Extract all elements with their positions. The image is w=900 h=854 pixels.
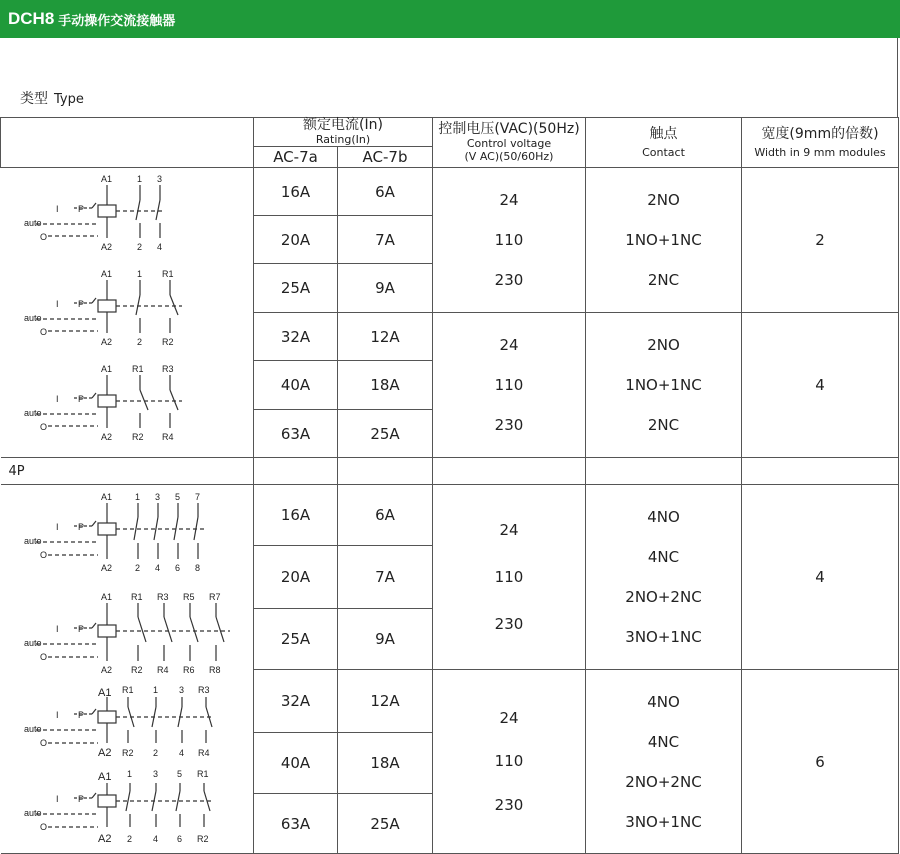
diagram-label: A2 — [100, 563, 112, 573]
diagram-label: P — [77, 522, 84, 532]
contact-header — [586, 118, 742, 168]
diagram-label: P — [77, 794, 84, 804]
contact-cell — [586, 313, 742, 458]
width-header — [742, 118, 899, 168]
contact-value: 3NO+1NC — [625, 628, 702, 646]
diagram-label: R1 — [130, 592, 143, 602]
ac7a-value: 25A — [254, 264, 338, 313]
voltage-cell — [433, 670, 586, 854]
diagram-label: R2 — [131, 432, 144, 442]
empty-cell — [433, 458, 586, 485]
diagram-label: 2 — [152, 748, 158, 758]
ac7b-value: 12A — [338, 670, 433, 733]
contact-value: 4NC — [647, 548, 680, 566]
rating-header-en: Rating(In) — [315, 133, 371, 146]
diagram-label: R2 — [161, 337, 174, 347]
diagram-label: 3 — [152, 769, 158, 779]
diagram-label: A1 — [100, 492, 112, 502]
contact-value: 4NC — [647, 732, 680, 751]
ac7b-value: 18A — [338, 733, 433, 794]
diagram-label: R1 — [196, 769, 209, 779]
rating-header — [254, 118, 433, 147]
contact-header-en: Contact — [642, 145, 685, 159]
contact-value: 1NO+1NC — [625, 231, 702, 249]
empty-cell — [254, 458, 338, 485]
ac7b-value: 6A — [338, 485, 433, 546]
rating-header-cn: 额定电流(In) — [303, 117, 383, 133]
diagram-label: I — [55, 624, 59, 634]
diagram-label: auto — [23, 808, 42, 818]
diagram-label: I — [55, 710, 59, 720]
voltage-value: 24 — [499, 521, 519, 540]
voltage-cell — [433, 168, 586, 313]
ac7a-value: 20A — [254, 546, 338, 609]
ac7a-value: 40A — [254, 361, 338, 410]
table-row — [1, 485, 899, 546]
diagram-label: O — [39, 652, 47, 662]
section-row-4p — [1, 458, 899, 485]
voltage-cell — [433, 485, 586, 670]
wiring-diagrams-4p — [2, 485, 252, 849]
contact-header-cn: 触点 — [649, 125, 678, 142]
diagram-label: 4 — [154, 563, 160, 573]
diagram-label: I — [55, 394, 59, 404]
diagram-header — [1, 118, 254, 168]
voltage-value: 24 — [499, 336, 519, 354]
contact-value: 1NO+1NC — [625, 376, 702, 394]
voltage-value: 110 — [494, 752, 524, 771]
diagram-label: R3 — [161, 364, 174, 374]
diagram-label: 1 — [134, 492, 140, 502]
ac7a-value: 25A — [254, 609, 338, 670]
diagram-label: O — [39, 232, 47, 242]
diagram-label: R2 — [121, 748, 134, 758]
diagram-label: A1 — [97, 771, 112, 783]
diagram-label: 2 — [126, 834, 132, 844]
contact-cell — [586, 670, 742, 854]
ac7a-value: 32A — [254, 670, 338, 733]
diagram-label: A2 — [100, 242, 112, 252]
ac7a-value: 16A — [254, 485, 338, 546]
diagram-label: 5 — [174, 492, 180, 502]
diagram-label: I — [55, 204, 59, 214]
voltage-value: 230 — [494, 614, 524, 633]
diagram-label: auto — [23, 638, 42, 648]
type-row — [0, 38, 898, 117]
voltage-value: 110 — [494, 231, 524, 249]
diagram-label: O — [39, 550, 47, 560]
diagram-label: A2 — [100, 432, 112, 442]
diagram-label: A1 — [100, 269, 112, 279]
diagram-label: R3 — [156, 592, 169, 602]
diagram-label: P — [77, 394, 84, 404]
diagram-label: R1 — [121, 685, 134, 695]
voltage-value: 110 — [494, 567, 524, 586]
diagram-label: 2 — [136, 242, 142, 252]
ac7a-value: 32A — [254, 313, 338, 361]
ac7a-value: 40A — [254, 733, 338, 794]
diagram-label: 3 — [178, 685, 184, 695]
diagram-label: O — [39, 422, 47, 432]
ac7b-value: 9A — [338, 264, 433, 313]
width-header-en: Width in 9 mm modules — [754, 145, 886, 159]
width-value: 4 — [742, 313, 899, 458]
empty-cell — [586, 458, 742, 485]
ac7a-value: 63A — [254, 410, 338, 458]
section-label-4p: 4P — [1, 458, 254, 485]
diagram-label: R6 — [182, 665, 195, 675]
diagram-label: A2 — [100, 665, 112, 675]
diagram-label: A1 — [100, 592, 112, 602]
diagram-label: 5 — [176, 769, 182, 779]
diagram-label: 8 — [194, 563, 200, 573]
table-row — [1, 168, 899, 216]
diagram-label: R4 — [156, 665, 169, 675]
diagram-label: O — [39, 822, 47, 832]
product-name: 手动操作交流接触器 — [58, 13, 176, 29]
contact-value: 4NO — [647, 692, 680, 711]
diagram-label: R1 — [161, 269, 174, 279]
contact-value: 2NO — [647, 191, 680, 209]
voltage-header-cn: 控制电压(VAC)(50Hz) — [438, 121, 580, 137]
diagram-label: 4 — [178, 748, 184, 758]
voltage-header-en2: (V AC)(50/60Hz) — [464, 150, 554, 163]
diagram-label: R4 — [197, 748, 210, 758]
ac7a-header: AC-7a — [254, 147, 338, 168]
diagram-label: 3 — [156, 174, 162, 184]
voltage-header-en1: Control voltage — [466, 137, 552, 150]
diagram-label: A2 — [100, 337, 112, 347]
diagram-label: 1 — [152, 685, 158, 695]
diagram-cell-2p — [1, 168, 254, 458]
empty-cell — [742, 458, 899, 485]
diagram-label: P — [77, 710, 84, 720]
diagram-label: 1 — [136, 174, 142, 184]
diagram-label: 7 — [194, 492, 200, 502]
contact-value: 2NO+2NC — [625, 588, 702, 606]
ac7b-header: AC-7b — [338, 147, 433, 168]
diagram-label: auto — [23, 724, 42, 734]
wiring-diagrams-2p — [2, 168, 252, 453]
diagram-label: I — [55, 794, 59, 804]
width-value: 4 — [742, 485, 899, 670]
diagram-label: P — [77, 624, 84, 634]
diagram-label: 2 — [134, 563, 140, 573]
diagram-label: A2 — [97, 747, 112, 759]
voltage-value: 24 — [499, 191, 519, 209]
diagram-cell-4p — [1, 485, 254, 854]
voltage-value: 230 — [494, 416, 524, 434]
header-row — [1, 118, 899, 147]
diagram-label: O — [39, 738, 47, 748]
diagram-label: A2 — [97, 833, 112, 845]
diagram-label: 1 — [126, 769, 132, 779]
voltage-cell — [433, 313, 586, 458]
diagram-label: 6 — [174, 563, 180, 573]
contact-value: 2NC — [647, 416, 680, 434]
diagram-label: P — [77, 299, 84, 309]
width-header-cn: 宽度(9mm的倍数) — [761, 125, 879, 142]
type-label-en: Type — [54, 92, 84, 107]
width-value: 6 — [742, 670, 899, 854]
width-value: 2 — [742, 168, 899, 313]
diagram-label: R4 — [161, 432, 174, 442]
voltage-header — [433, 118, 586, 168]
ac7b-value: 25A — [338, 794, 433, 854]
voltage-value: 230 — [494, 795, 524, 814]
diagram-label: R8 — [208, 665, 221, 675]
ac7b-value: 6A — [338, 168, 433, 216]
ac7b-value: 12A — [338, 313, 433, 361]
voltage-value: 230 — [494, 271, 524, 289]
ac7a-value: 16A — [254, 168, 338, 216]
diagram-label: R3 — [197, 685, 210, 695]
empty-cell — [338, 458, 433, 485]
voltage-value: 110 — [494, 376, 524, 394]
ac7a-value: 63A — [254, 794, 338, 854]
diagram-label: auto — [23, 313, 42, 323]
contact-value: 2NO+2NC — [625, 772, 702, 791]
diagram-label: A1 — [97, 687, 112, 699]
contact-value: 3NO+1NC — [625, 812, 702, 831]
ac7b-value: 9A — [338, 609, 433, 670]
contact-cell — [586, 485, 742, 670]
diagram-label: R7 — [208, 592, 221, 602]
contact-value: 4NO — [647, 508, 680, 526]
contact-value: 2NO — [647, 336, 680, 354]
diagram-label: O — [39, 327, 47, 337]
diagram-label: A1 — [100, 174, 112, 184]
ac7a-value: 20A — [254, 216, 338, 264]
contact-cell — [586, 168, 742, 313]
title-bar — [0, 0, 900, 38]
diagram-label: I — [55, 299, 59, 309]
ac7b-value: 7A — [338, 546, 433, 609]
diagram-label: A1 — [100, 364, 112, 374]
type-label-cn: 类型 — [20, 91, 48, 107]
diagram-label: auto — [23, 408, 42, 418]
type-label — [20, 88, 84, 108]
model-name: DCH8 — [8, 9, 55, 28]
diagram-label: auto — [23, 218, 42, 228]
diagram-label: 6 — [176, 834, 182, 844]
voltage-value: 24 — [499, 709, 519, 728]
diagram-label: R2 — [196, 834, 209, 844]
contact-value: 2NC — [647, 271, 680, 289]
ac7b-value: 7A — [338, 216, 433, 264]
ac7b-value: 18A — [338, 361, 433, 410]
diagram-label: 1 — [136, 269, 142, 279]
diagram-label: 4 — [152, 834, 158, 844]
diagram-label: 2 — [136, 337, 142, 347]
diagram-label: R5 — [182, 592, 195, 602]
spec-table — [0, 117, 899, 854]
diagram-label: auto — [23, 536, 42, 546]
diagram-label: P — [77, 204, 84, 214]
diagram-label: R2 — [130, 665, 143, 675]
diagram-label: R1 — [131, 364, 144, 374]
diagram-label: I — [55, 522, 59, 532]
ac7b-value: 25A — [338, 410, 433, 458]
diagram-label: 3 — [154, 492, 160, 502]
diagram-label: 4 — [156, 242, 162, 252]
